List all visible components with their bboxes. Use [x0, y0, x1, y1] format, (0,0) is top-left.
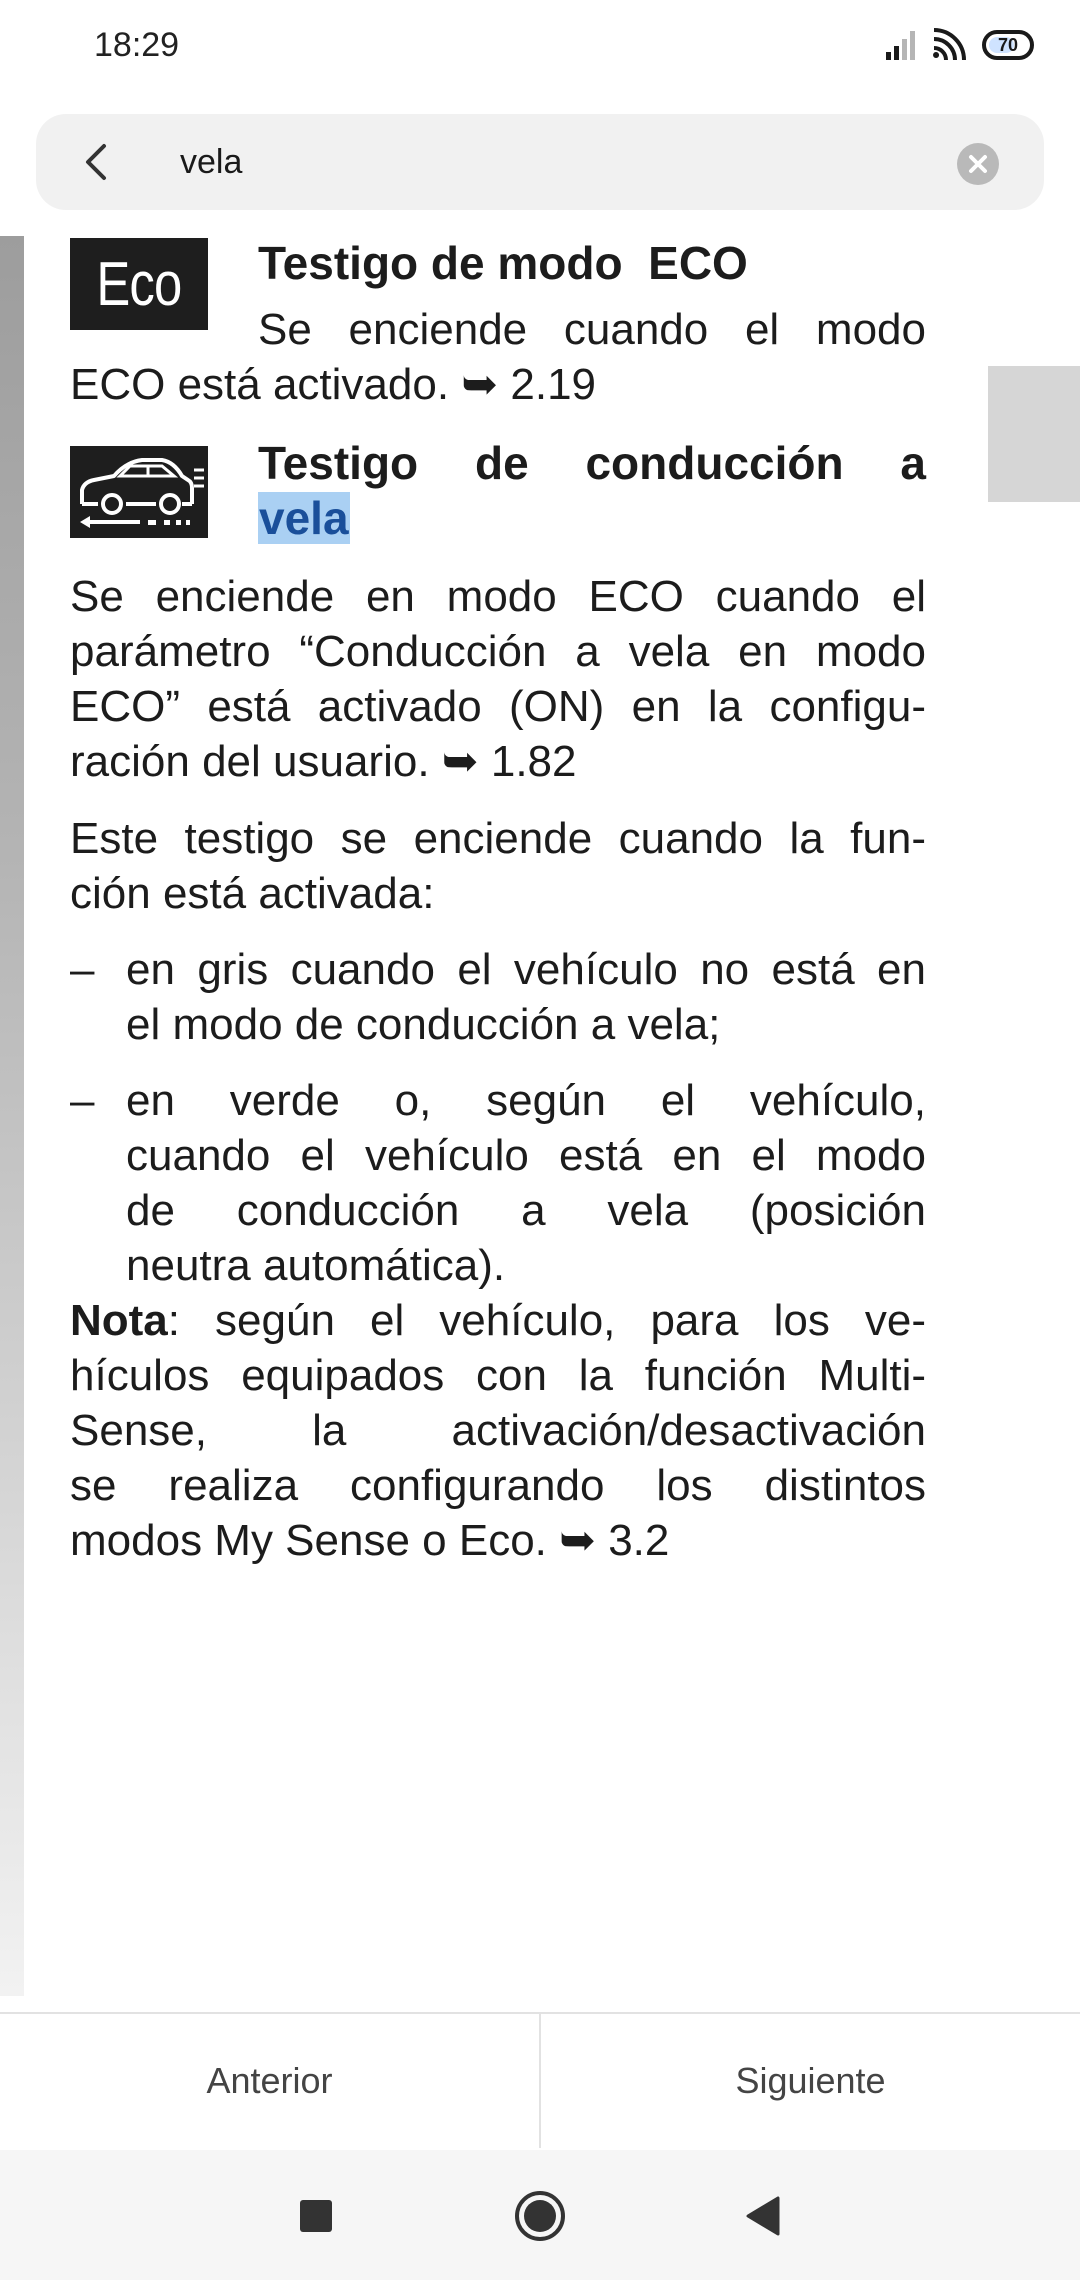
previous-button[interactable]: Anterior [206, 2060, 333, 2101]
note-label: Nota [70, 1296, 168, 1345]
note-line: hículos equipados con la función Multi- [70, 1351, 926, 1400]
eco-section-text-line1: Se enciende cuando el modo [258, 305, 926, 354]
coasting-paragraph-2 [70, 811, 926, 921]
list-dash: – [70, 945, 95, 994]
signal-icon [884, 28, 918, 62]
circle-icon[interactable] [512, 2188, 568, 2244]
note-paragraph [70, 1293, 926, 1568]
coasting-car-graphic [70, 446, 208, 538]
note-line: modos My Sense o Eco. ➥ 3.2 [70, 1516, 670, 1565]
search-bar [36, 114, 1044, 210]
list-line: en gris cuando el vehículo no está en [126, 945, 926, 994]
para2-line: Este testigo se enciende cuando la fun- [70, 814, 926, 863]
battery-level: 70 [997, 35, 1019, 55]
note-line: Sense, la activación/desactivación [70, 1406, 926, 1455]
para1-line: ración del usuario. ➥ 1.82 [70, 737, 577, 786]
para2-line: ción está activada: [70, 869, 435, 918]
indicator-state-list [70, 942, 926, 1293]
list-item [70, 1073, 926, 1293]
list-line: neutra automática). [126, 1241, 506, 1290]
list-item [70, 942, 926, 1052]
list-dash: – [70, 1076, 95, 1125]
para1-line: ECO” está activado (ON) en la configu- [70, 682, 926, 731]
status-bar [0, 0, 1080, 96]
eco-section-title: Testigo de modo ECO [258, 237, 748, 289]
coasting-car-icon [70, 446, 208, 538]
list-line: de conducción a vela (posición [126, 1186, 926, 1235]
note-line: se realiza configurando los distintos [70, 1461, 926, 1510]
list-line: el modo de conducción a vela; [126, 1000, 721, 1049]
clear-circle-icon[interactable] [956, 142, 1000, 186]
triangle-back-icon[interactable] [736, 2188, 792, 2244]
note-text: : según el vehículo, para los ve- [167, 1296, 926, 1345]
search-input[interactable] [180, 136, 960, 188]
eco-icon [70, 238, 208, 330]
list-line: en verde o, según el vehículo, [126, 1076, 926, 1125]
list-line: cuando el vehículo está en el modo [126, 1131, 926, 1180]
wifi-icon [932, 28, 968, 62]
square-icon[interactable] [288, 2188, 344, 2244]
next-button[interactable]: Siguiente [735, 2060, 886, 2101]
search-highlight: vela [259, 492, 349, 544]
note-line [70, 1293, 926, 1348]
page-edge-stripe [0, 236, 24, 1996]
page-navigation [0, 2012, 1080, 2148]
chevron-left-icon[interactable] [76, 140, 120, 184]
document-viewer[interactable] [0, 236, 1080, 2012]
scrollbar-thumb[interactable] [988, 366, 1080, 502]
battery-icon [982, 30, 1034, 60]
coasting-section-title-line2 [258, 491, 350, 546]
status-icons [884, 28, 1034, 62]
para1-line: Se enciende en modo ECO cuando el [70, 572, 926, 621]
eco-section-text-line2: ECO está activado. ➥ 2.19 [70, 360, 597, 409]
eco-icon-label: Eco [96, 249, 182, 319]
coasting-section-title: Testigo de conducción a [258, 437, 926, 489]
status-time: 18:29 [94, 26, 180, 64]
para1-line: parámetro “Conducción a vela en modo [70, 627, 926, 676]
coasting-paragraph-1 [70, 569, 926, 789]
system-navigation-bar [0, 2150, 1080, 2280]
